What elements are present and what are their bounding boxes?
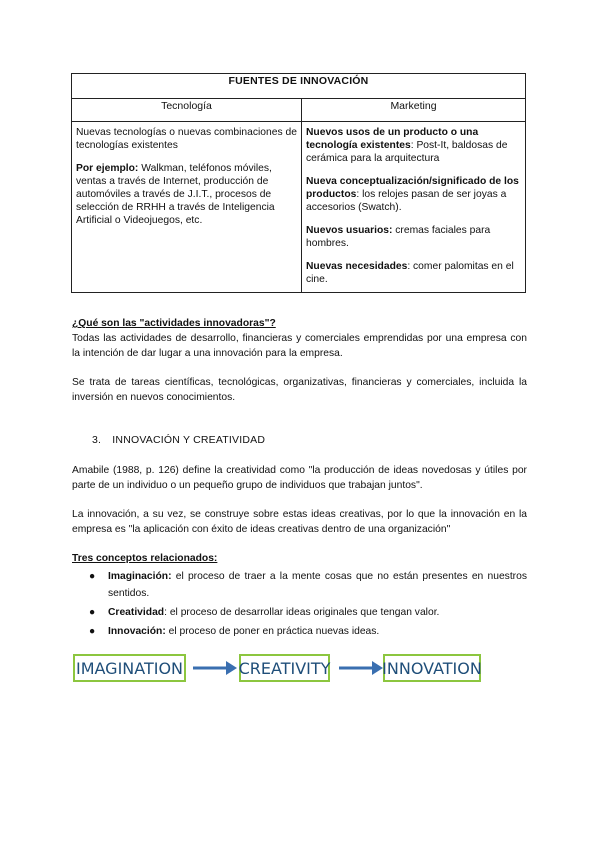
technology-desc: Nuevas tecnologías o nuevas combinaciones de tecnologías existentes — [76, 127, 297, 151]
innovation-sources-table — [71, 73, 526, 293]
marketing-item: Nuevos usos de un producto o una tecnología existentes: Post-It, baldosas de cerámica para la arquitectura — [306, 127, 508, 164]
bullet-icon: ● — [89, 571, 96, 582]
creativity-box: CREATIVITY — [239, 654, 330, 682]
marketing-item: Nuevos usuarios: cremas faciales para hombres. — [306, 225, 491, 249]
arrow-right-icon — [193, 658, 237, 678]
list-item: ● Creatividad: el proceso de desarrollar ideas originales que tengan valor. — [72, 604, 527, 621]
paragraph-tasks: Se trata de tareas científicas, tecnológicas, organizativas, financieras y comerciales, incluida la inversión en nuevos conocimientos. — [72, 377, 527, 403]
marketing-item: Nueva conceptualización/significado de los productos: los relojes pasan de ser joyas a accesorios (Swatch). — [306, 176, 519, 213]
innovation-box: INNOVATION — [383, 654, 481, 682]
list-item: ● Innovación: el proceso de poner en práctica nuevas ideas. — [72, 623, 527, 640]
innovation-flow-diagram — [73, 654, 483, 686]
paragraph-activities: Todas las actividades de desarrollo, financieras y comerciales emprendidas por una empresa con la intención de dar lugar a una innovación para la empresa. — [72, 333, 527, 359]
imagination-box: IMAGINATION — [73, 654, 186, 682]
concepts-title: Tres conceptos relacionados: — [72, 553, 218, 564]
bullet-icon: ● — [89, 626, 96, 637]
col-header-technology: Tecnología — [72, 99, 302, 122]
concepts-list — [72, 568, 527, 642]
table-title: FUENTES DE INNOVACIÓN — [72, 74, 526, 99]
section-heading-3 — [92, 434, 265, 446]
bullet-icon: ● — [89, 607, 96, 618]
marketing-cell — [302, 122, 526, 293]
marketing-item: Nuevas necesidades: comer palomitas en el cine. — [306, 261, 514, 285]
col-header-marketing: Marketing — [302, 99, 526, 122]
paragraph-innovation: La innovación, a su vez, se construye sobre estas ideas creativas, por lo que la innovación en la empresa es "la aplicación con éxito de ideas creativas dentro de una organización" — [72, 509, 527, 535]
arrow-right-icon — [339, 658, 383, 678]
list-item: ● Imaginación: el proceso de traer a la mente cosas que no están presentes en nuestros sentidos. — [72, 568, 527, 602]
section-title: INNOVACIÓN Y CREATIVIDAD — [112, 434, 266, 446]
technology-example: Por ejemplo: Walkman, teléfonos móviles, ventas a través de Internet, producción de automóviles a través de J.I.T., procesos de selección de RRHH a través de Inteligencia Artificial o Videojuegos, etc. — [76, 163, 275, 226]
section-number: 3. — [92, 434, 102, 446]
paragraph-amabile: Amabile (1988, p. 126) define la creatividad como "la producción de ideas novedosas y útiles por parte de un individuo o un pequeño grupo de individuos que trabajan juntos". — [72, 465, 527, 491]
technology-cell — [72, 122, 302, 293]
question-heading: ¿Qué son las "actividades innovadoras"? — [72, 318, 276, 329]
